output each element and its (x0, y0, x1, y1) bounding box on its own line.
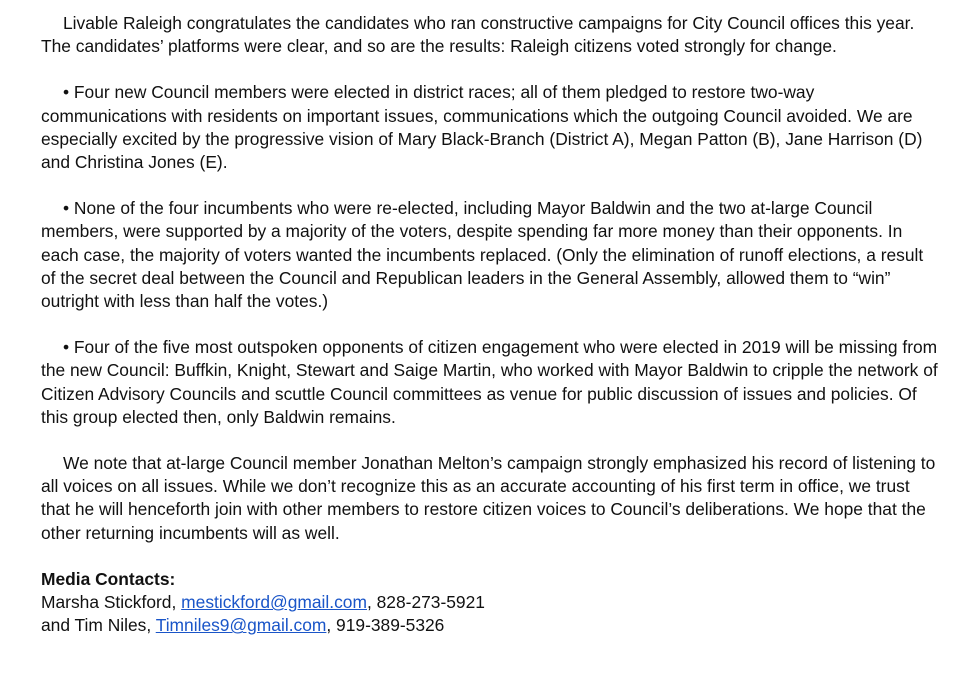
intro-paragraph: Livable Raleigh congratulates the candidates who ran constructive campaigns for City Council offices this year. The candidates’ platforms were clear, and so are the results: Raleigh citizens voted strongly for change. (41, 13, 915, 57)
media-contacts-heading: Media Contacts: (41, 568, 176, 589)
contact-line-marsha (41, 591, 941, 614)
contact-name: and Tim Niles, (41, 615, 152, 636)
media-contacts (41, 568, 941, 638)
contact-line-tim (41, 614, 941, 637)
email-link-mestickford[interactable]: mestickford@gmail.com (181, 592, 367, 613)
contact-phone: , 919-389-5326 (326, 615, 445, 636)
document-body (41, 12, 941, 637)
contact-phone: , 828-273-5921 (366, 592, 485, 613)
bullet-opponents: • Four of the five most outspoken opponents of citizen engagement who were elected in 2019 will be missing from the new Council: Buffkin, Knight, Stewart and Saige Martin, who worked with Mayor Baldwin to cripple the network of Citizen Advisory Councils and scuttle Council committees as venue for public discussion of issues and policies. Of this group elected then, only Baldwin remains. (41, 337, 938, 427)
bullet-new-members: • Four new Council members were elected in district races; all of them pledged to restore two-way communications with residents on important issues, communications which the outgoing Council avoided. We are especially excited by the progressive vision of Mary Black-Branch (District A), Megan Patton (B), Jane Harrison (D) and Christina Jones (E). (41, 82, 923, 173)
email-link-timniles[interactable]: Timniles9@gmail.com (155, 615, 327, 636)
contact-name: Marsha Stickford, (41, 592, 177, 613)
closing-paragraph: We note that at-large Council member Jonathan Melton’s campaign strongly emphasized his record of listening to all voices on all issues. While we don’t recognize this as an accurate accounting of his first term in office, we trust that he will henceforth join with other members to restore citizen voices to Council’s deliberations. We hope that the other returning incumbents will as well. (41, 453, 936, 543)
bullet-incumbents: • None of the four incumbents who were re-elected, including Mayor Baldwin and the two at-large Council members, were supported by a majority of the voters, despite spending far more money than their opponents. In each case, the majority of voters wanted the incumbents replaced. (Only the elimination of runoff elections, a result of the secret deal between the Council and Republican leaders in the General Assembly, allowed them to “win” outright with less than half the votes.) (41, 198, 924, 312)
